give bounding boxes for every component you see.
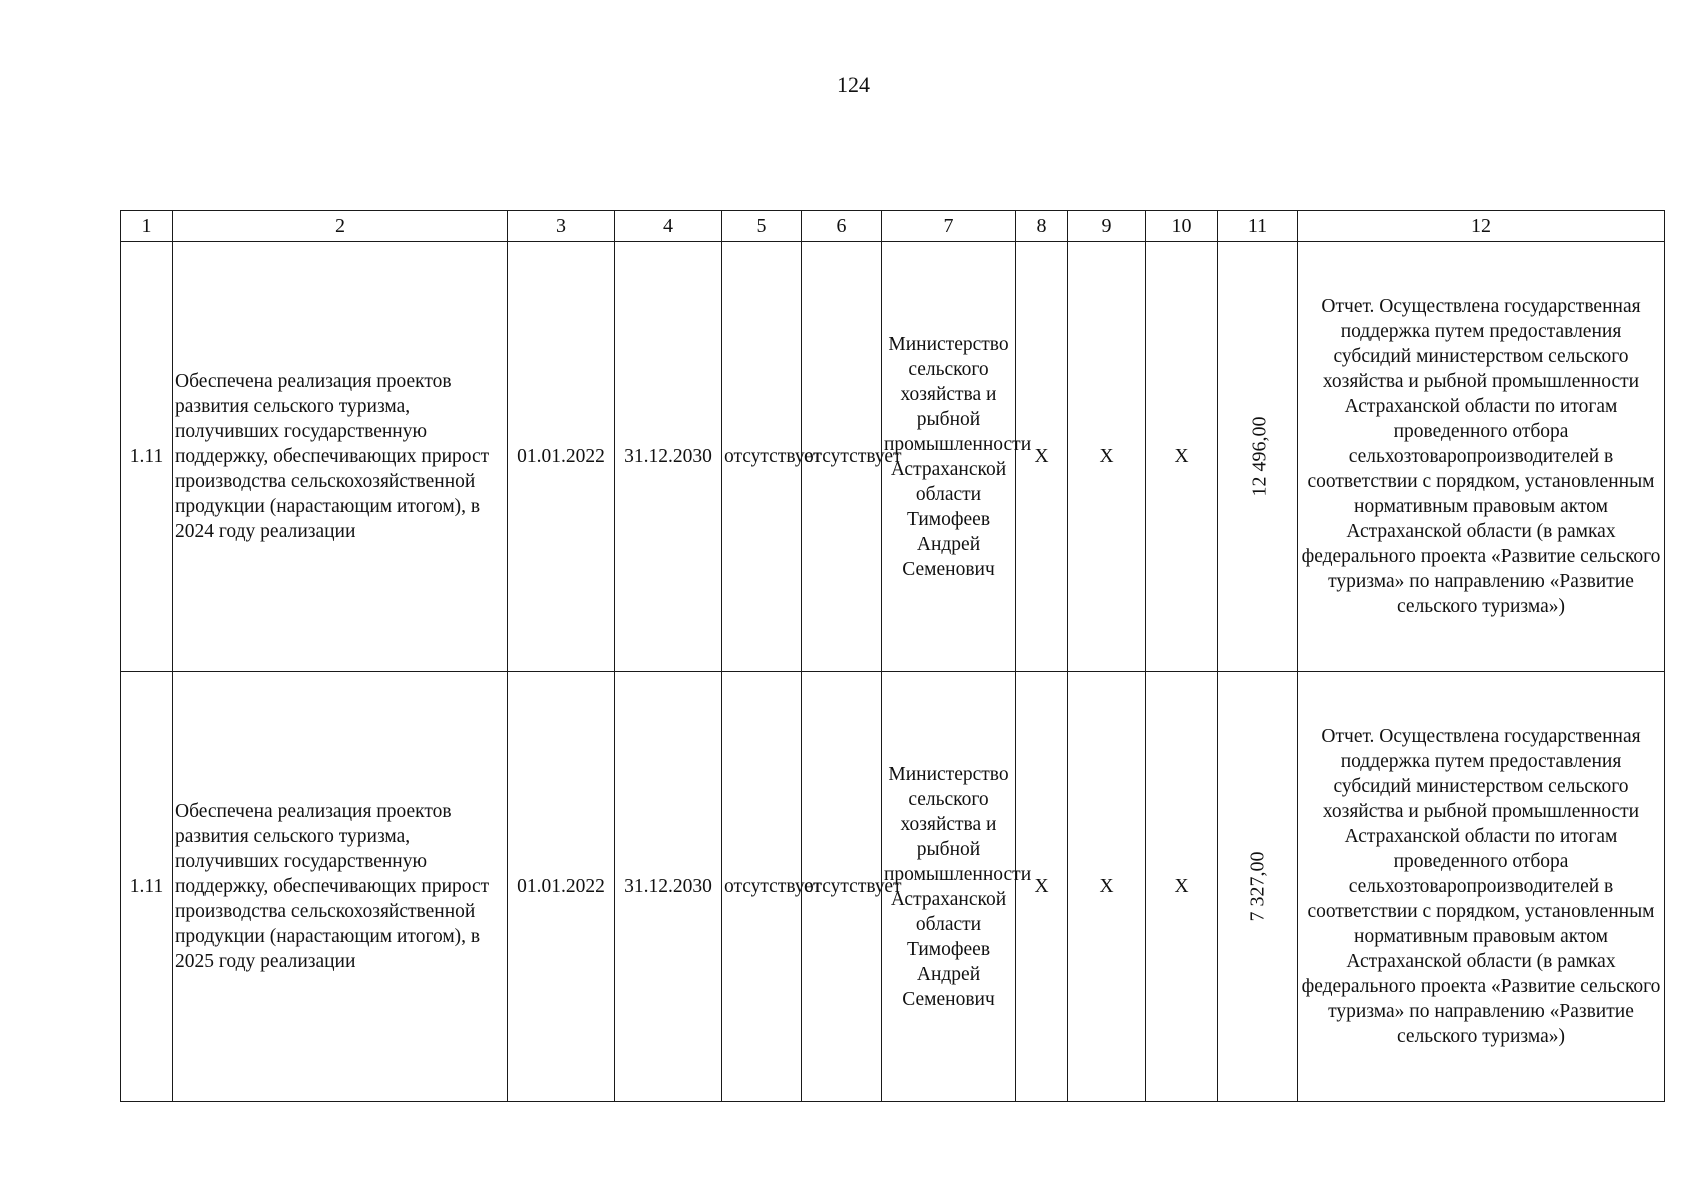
- end-date: 31.12.2030: [615, 672, 722, 1102]
- column-header: 4: [615, 211, 722, 242]
- amount-value: 7 327,00: [1246, 851, 1268, 922]
- row-number: 1.11: [121, 242, 173, 672]
- column-header: 8: [1016, 211, 1068, 242]
- col10-mark: X: [1146, 242, 1218, 672]
- col6-value: отсутствует: [802, 242, 882, 672]
- measure-name: Обеспечена реализация проектов развития сельского туризма, получивших государственную поддержку, обеспечивающих прирост производства сельскохозяйственной продукции (нарастающим итогом), в 2024 году реализации: [173, 242, 508, 672]
- col10-mark: X: [1146, 672, 1218, 1102]
- col5-value: отсутствует: [722, 242, 802, 672]
- start-date: 01.01.2022: [508, 242, 615, 672]
- report-text: Отчет. Осуществлена государственная поддержка путем предоставления субсидий министерством сельского хозяйства и рыбной промышленности Астраханской области по итогам проведенного отбора сельхозтоваропроизводителей в соответствии с порядком, установленным нормативным правовым актом Астраханской области (в рамках федерального проекта «Развитие сельского туризма» по направлению «Развитие сельского туризма»): [1298, 672, 1665, 1102]
- column-header: 3: [508, 211, 615, 242]
- col5-value: отсутствует: [722, 672, 802, 1102]
- page-number: 124: [837, 72, 870, 97]
- col6-value: отсутствует: [802, 672, 882, 1102]
- column-header: 5: [722, 211, 802, 242]
- col8-mark: X: [1016, 672, 1068, 1102]
- report-text: Отчет. Осуществлена государственная поддержка путем предоставления субсидий министерством сельского хозяйства и рыбной промышленности Астраханской области по итогам проведенного отбора сельхозтоваропроизводителей в соответствии с порядком, установленным нормативным правовым актом Астраханской области (в рамках федерального проекта «Развитие сельского туризма» по направлению «Развитие сельского туризма»): [1298, 242, 1665, 672]
- table-row: [121, 672, 1665, 1102]
- table-row: [121, 242, 1665, 672]
- end-date: 31.12.2030: [615, 242, 722, 672]
- measure-name: Обеспечена реализация проектов развития сельского туризма, получивших государственную поддержку, обеспечивающих прирост производства сельскохозяйственной продукции (нарастающим итогом), в 2025 году реализации: [173, 672, 508, 1102]
- column-header: 9: [1068, 211, 1146, 242]
- col8-mark: X: [1016, 242, 1068, 672]
- column-header: 2: [173, 211, 508, 242]
- responsible-executor: Министерство сельского хозяйства и рыбной промышленности Астраханской области Тимофеев Андрей Семенович: [882, 242, 1016, 672]
- col9-mark: X: [1068, 242, 1146, 672]
- responsible-executor: Министерство сельского хозяйства и рыбной промышленности Астраханской области Тимофеев Андрей Семенович: [882, 672, 1016, 1102]
- col9-mark: X: [1068, 672, 1146, 1102]
- column-header: 1: [121, 211, 173, 242]
- amount-cell: [1218, 242, 1298, 672]
- amount-value: 12 496,00: [1248, 416, 1271, 497]
- column-header: 10: [1146, 211, 1218, 242]
- start-date: 01.01.2022: [508, 672, 615, 1102]
- measures-table: [120, 210, 1665, 1102]
- row-number: 1.11: [121, 672, 173, 1102]
- column-header: 7: [882, 211, 1016, 242]
- column-number-row: [121, 211, 1665, 242]
- column-header: 6: [802, 211, 882, 242]
- column-header: 12: [1298, 211, 1665, 242]
- column-header: 11: [1218, 211, 1298, 242]
- amount-cell: [1218, 672, 1298, 1102]
